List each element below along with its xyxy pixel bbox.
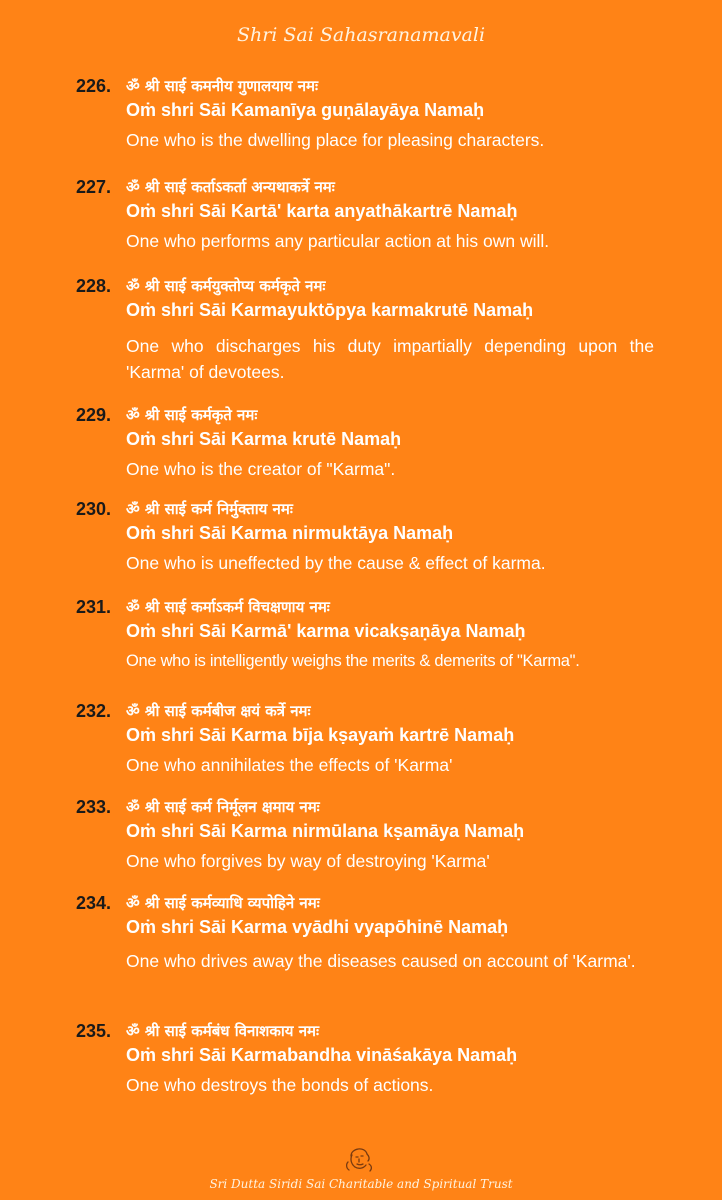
entry-transliteration: Oṁ shri Sāi Karmā' karma vicakṣaṇāya Namaḥ	[126, 621, 526, 641]
entry-meaning: One who drives away the diseases caused on account of 'Karma'.	[126, 951, 636, 971]
sai-baba-portrait-icon	[342, 1142, 376, 1172]
entry-sanskrit: ॐ श्री साई कर्मयुक्तोप्य कर्मकृते नमः	[126, 277, 326, 295]
entry-number: 234.	[76, 893, 112, 913]
entry-number: 229.	[76, 405, 112, 425]
entry-meaning: One who performs any particular action at his own will.	[126, 231, 550, 251]
entry-sanskrit: ॐ श्री साई कमनीय गुणालयाय नमः	[126, 77, 319, 95]
entry-transliteration: Oṁ shri Sāi Karmabandha vināśakāya Namaḥ	[126, 1045, 518, 1065]
entry-transliteration: Oṁ shri Sāi Karma vyādhi vyapōhinē Namaḥ	[126, 917, 509, 937]
page-title: Shri Sai Sahasranamavali	[236, 24, 486, 46]
entry-number: 235.	[76, 1021, 112, 1041]
entry-sanskrit: ॐ श्री साई कर्म निर्मुक्ताय नमः	[126, 500, 293, 518]
entry-sanskrit: ॐ श्री साई कर्मबीज क्षयं कर्त्रे नमः	[126, 702, 311, 720]
entry-transliteration: Oṁ shri Sāi Karma nirmuktāya Namaḥ	[126, 523, 454, 543]
entry-sanskrit: ॐ श्री साई कर्म निर्मूलन क्षमाय नमः	[126, 798, 320, 816]
entry-transliteration: Oṁ shri Sāi Karma bīja kṣayaṁ kartrē Namaḥ	[126, 725, 515, 745]
entry-number: 230.	[76, 499, 112, 519]
entry-sanskrit: ॐ श्री साई कर्मव्याधि व्यपोहिने नमः	[126, 894, 320, 912]
entry-transliteration: Oṁ shri Sāi Kartā' karta anyathākartrē Namaḥ	[126, 201, 518, 221]
entry-meaning: One who discharges his duty impartially depending upon the 'Karma' of devotees.	[126, 336, 654, 382]
entry-transliteration: Oṁ shri Sāi Kamanīya guṇālayāya Namaḥ	[126, 100, 485, 120]
entry-sanskrit: ॐ श्री साई कर्ताऽकर्ता अन्यथाकर्त्रे नमः	[126, 178, 335, 196]
entry-meaning: One who is intelligently weighs the merits & demerits of "Karma".	[126, 652, 580, 670]
entry-meaning: One who annihilates the effects of 'Karma'	[126, 755, 453, 775]
entry-sanskrit: ॐ श्री साई कर्माऽकर्म विचक्षणाय नमः	[126, 598, 330, 616]
entry-meaning: One who is uneffected by the cause & effect of karma.	[126, 553, 546, 573]
entry-number: 228.	[76, 276, 112, 296]
entry-meaning: One who is the creator of "Karma".	[126, 459, 396, 479]
entry-number: 226.	[76, 76, 112, 96]
entry-transliteration: Oṁ shri Sāi Karma nirmūlana kṣamāya Namaḥ	[126, 821, 525, 841]
footer-trust-name: Sri Dutta Siridi Sai Charitable and Spiritual Trust	[209, 1177, 513, 1191]
entry-sanskrit: ॐ श्री साई कर्मबंध विनाशकाय नमः	[126, 1022, 320, 1040]
entry-transliteration: Oṁ shri Sāi Karmayuktōpya karmakrutē Namaḥ	[126, 300, 534, 320]
entry-number: 231.	[76, 597, 112, 617]
entry-meaning: One who is the dwelling place for pleasing characters.	[126, 130, 545, 150]
entry-number: 227.	[76, 177, 112, 197]
entry-sanskrit: ॐ श्री साई कर्मकृते नमः	[126, 406, 258, 424]
entry-meaning: One who destroys the bonds of actions.	[126, 1075, 434, 1095]
entry-number: 232.	[76, 701, 112, 721]
entry-number: 233.	[76, 797, 112, 817]
entry-meaning: One who forgives by way of destroying 'Karma'	[126, 851, 490, 871]
entry-transliteration: Oṁ shri Sāi Karma krutē Namaḥ	[126, 429, 402, 449]
